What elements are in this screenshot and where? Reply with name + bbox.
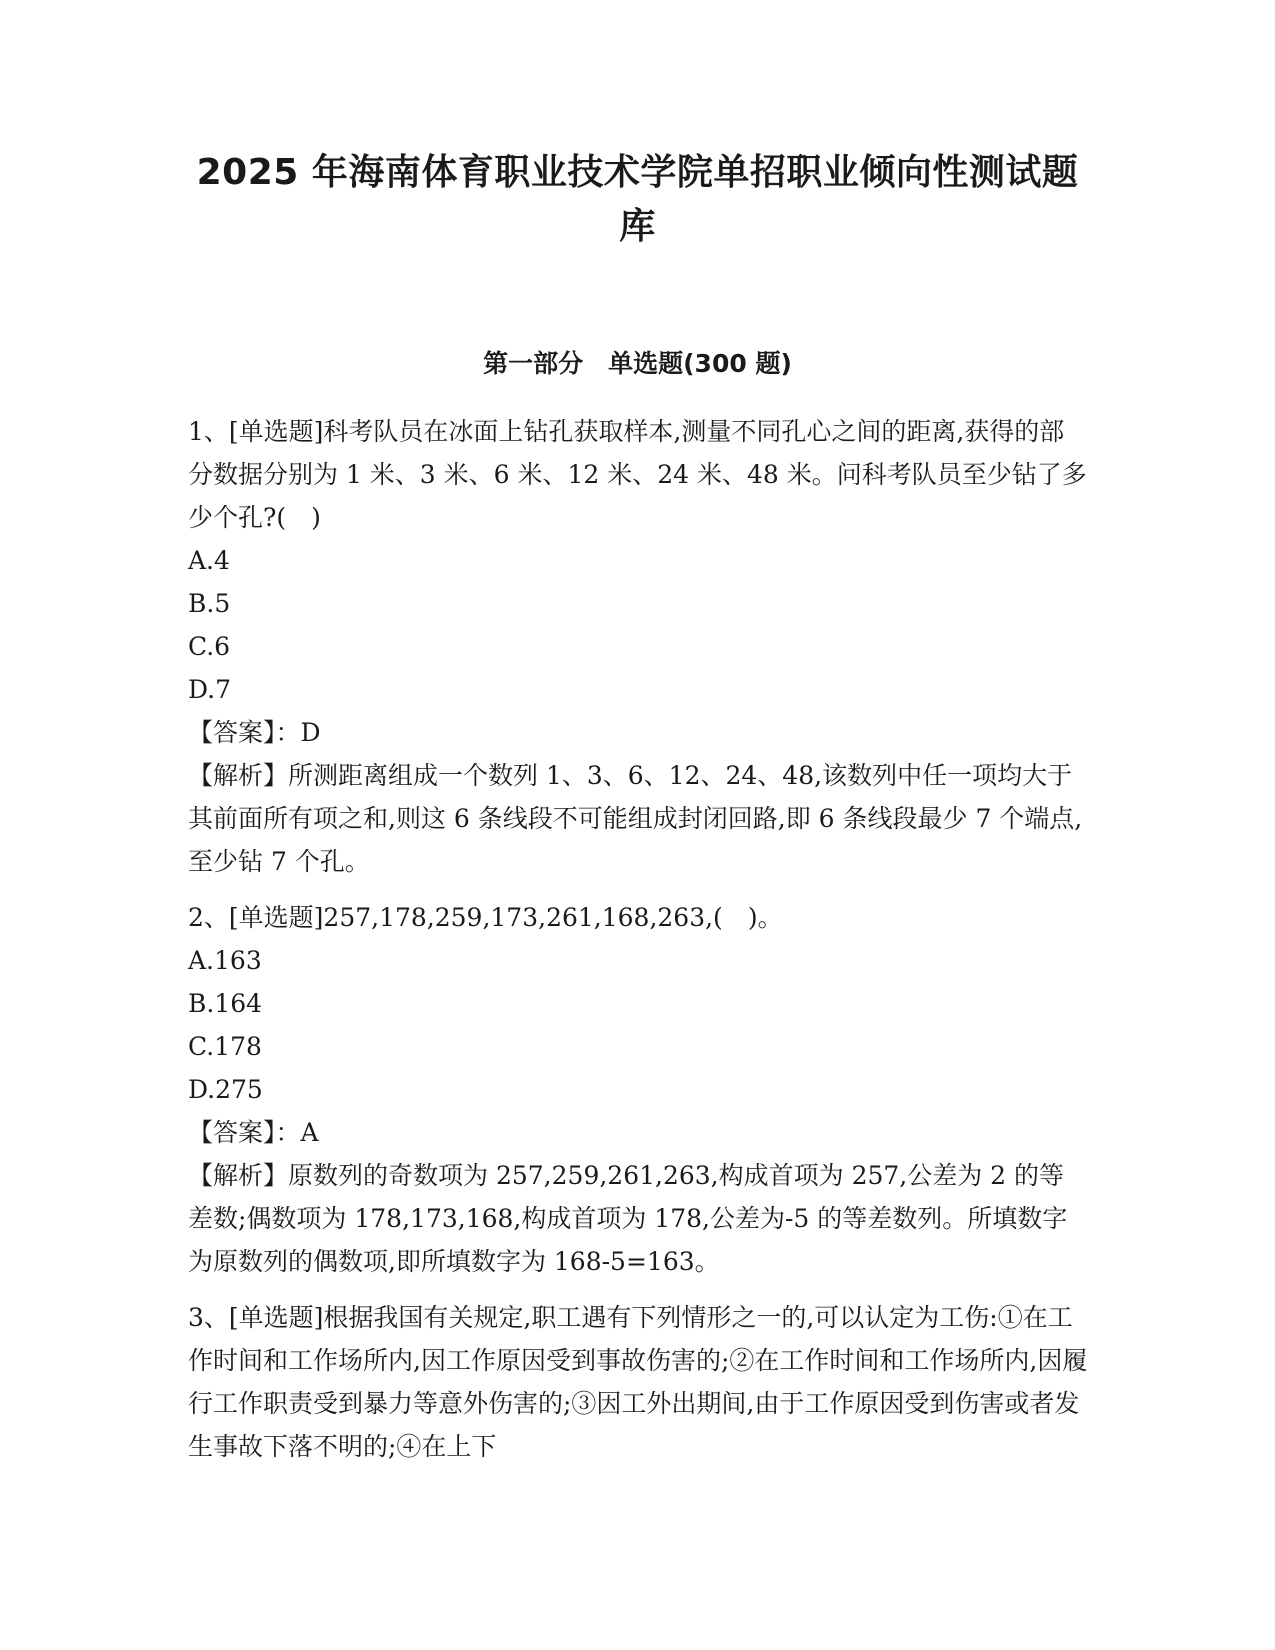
option-c: C.6	[188, 632, 231, 661]
option-d: D.275	[188, 1075, 263, 1104]
analysis-text: 原数列的奇数项为 257,259,261,263,构成首项为 257,公差为 2 的等差数;偶数项为 178,173,168,构成首项为 178,公差为-5 的等差数列。所填数字为原数列的偶数项,即所填数字为 168-5=163。	[188, 1161, 1068, 1276]
answer-line	[188, 1111, 1088, 1154]
document-title-line2: 库	[619, 206, 656, 247]
question-text: 1、[单选题]科考队员在冰面上钻孔获取样本,测量不同孔心之间的距离,获得的部分数据分别为 1 米、3 米、6 米、12 米、24 米、48 米。问科考队员至少钻了多少个孔?( )	[188, 417, 1087, 532]
document-title	[160, 146, 1115, 254]
option-a: A.4	[188, 546, 230, 575]
answer-line	[188, 711, 1088, 754]
question-text: 3、[单选题]根据我国有关规定,职工遇有下列情形之一的,可以认定为工伤:①在工作时间和工作场所内,因工作原因受到事故伤害的;②在工作时间和工作场所内,因履行工作职责受到暴力等意外伤害的;③因工外出期间,由于工作原因受到伤害或者发生事故下落不明的;④在上下	[188, 1303, 1088, 1461]
analysis-label: 【解析】	[188, 761, 289, 790]
option-a: A.163	[188, 946, 262, 975]
question-item	[188, 1296, 1088, 1468]
question-list	[188, 410, 1088, 1481]
option-b: B.5	[188, 589, 231, 618]
answer-label: 【答案】	[188, 1118, 276, 1147]
question-item	[188, 896, 1088, 1283]
analysis-text: 所测距离组成一个数列 1、3、6、12、24、48,该数列中任一项均大于其前面所有项之和,则这 6 条线段不可能组成封闭回路,即 6 条线段最少 7 个端点,至少钻 7 个孔。	[188, 761, 1083, 876]
section-heading: 第一部分 单选题(300 题)	[483, 349, 792, 378]
analysis-paragraph	[188, 754, 1088, 883]
answer-value: ：D	[275, 718, 321, 747]
answer-label: 【答案】	[188, 718, 276, 747]
option-b: B.164	[188, 989, 263, 1018]
question-item	[188, 410, 1088, 883]
option-d: D.7	[188, 675, 232, 704]
analysis-paragraph	[188, 1154, 1088, 1283]
analysis-label: 【解析】	[188, 1161, 289, 1190]
option-c: C.178	[188, 1032, 262, 1061]
document-title-line1: 2025 年海南体育职业技术学院单招职业倾向性测试题	[196, 152, 1079, 193]
question-text: 2、[单选题]257,178,259,173,261,168,263,( )。	[188, 903, 783, 932]
answer-value: ：A	[275, 1118, 319, 1147]
